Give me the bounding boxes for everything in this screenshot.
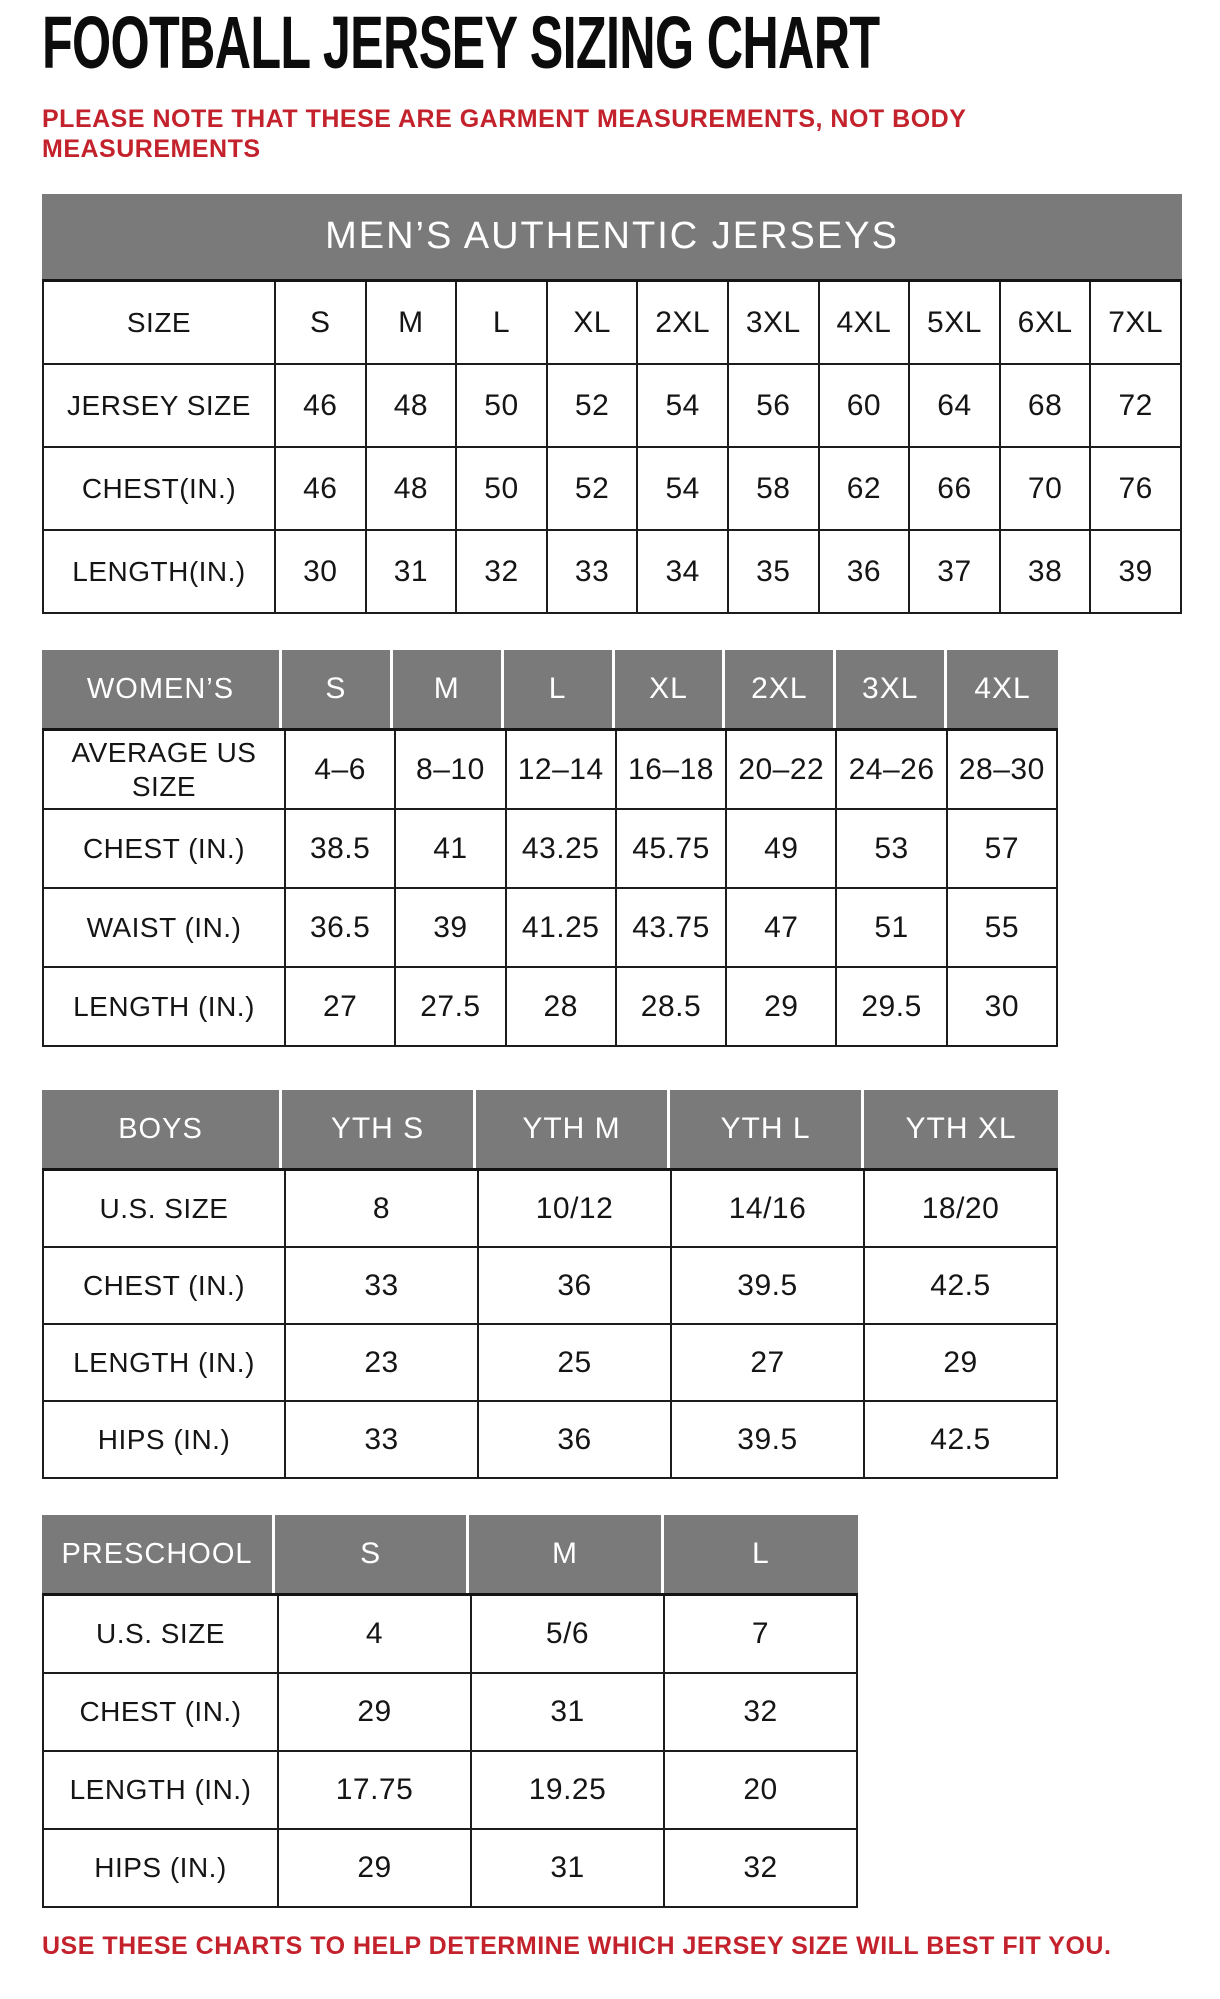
table-cell: 10/12 — [479, 1171, 670, 1246]
table-cell: 2XL — [638, 282, 727, 363]
note-line-1: PLEASE NOTE THAT THESE ARE GARMENT MEASUREMENTS, NOT BODY — [42, 105, 967, 133]
table-cell: 53 — [837, 810, 945, 887]
table-cell: 30 — [948, 968, 1056, 1045]
table-cell: 62 — [820, 448, 909, 529]
table-cell: 25 — [479, 1325, 670, 1400]
table-cell: 16–18 — [617, 731, 725, 808]
table-cell: 51 — [837, 889, 945, 966]
table-cell: 29 — [727, 968, 835, 1045]
row-label: LENGTH (IN.) — [44, 1752, 277, 1828]
table-cell: 33 — [286, 1248, 477, 1323]
table-cell: 36 — [479, 1248, 670, 1323]
table-cell: 29.5 — [837, 968, 945, 1045]
table-cell: 58 — [729, 448, 818, 529]
row-label: SIZE — [44, 282, 274, 363]
table-cell: 7 — [665, 1596, 856, 1672]
page-title — [42, 1, 1190, 84]
table-cell: 54 — [638, 365, 727, 446]
table-cell: 41 — [396, 810, 504, 887]
table-cell: 38 — [1001, 531, 1090, 612]
table-cell: 54 — [638, 448, 727, 529]
column-header: M — [393, 650, 504, 728]
table-cell: 47 — [727, 889, 835, 966]
table-cell: 42.5 — [865, 1402, 1056, 1477]
table-cell: 36 — [820, 531, 909, 612]
table-cell: 17.75 — [279, 1752, 470, 1828]
boys-jerseys-table — [42, 1090, 1190, 1479]
row-label: LENGTH(IN.) — [44, 531, 274, 612]
table-cell: 68 — [1001, 365, 1090, 446]
table-cell: 20–22 — [727, 731, 835, 808]
table-header-row — [42, 1515, 858, 1593]
table-cell: 43.75 — [617, 889, 725, 966]
garment-measurements-note — [42, 104, 1190, 164]
table-cell: 29 — [279, 1830, 470, 1906]
table-cell: 55 — [948, 889, 1056, 966]
row-label: HIPS (IN.) — [44, 1402, 284, 1477]
table-cell: 29 — [865, 1325, 1056, 1400]
table-cell: 4 — [279, 1596, 470, 1672]
table-cell: XL — [548, 282, 637, 363]
row-label: CHEST (IN.) — [44, 1248, 284, 1323]
table-cell: 39.5 — [672, 1402, 863, 1477]
table-cell: 8–10 — [396, 731, 504, 808]
table-cell: 28–30 — [948, 731, 1056, 808]
column-header: 2XL — [725, 650, 836, 728]
table-cell: 49 — [727, 810, 835, 887]
table-cell: M — [367, 282, 456, 363]
womens-jerseys-table — [42, 650, 1190, 1047]
table-cell: 32 — [665, 1830, 856, 1906]
row-label: WAIST (IN.) — [44, 889, 284, 966]
table-cell: 76 — [1091, 448, 1180, 529]
column-header: YTH XL — [864, 1090, 1058, 1168]
table-cell: 41.25 — [507, 889, 615, 966]
page-title-text: FOOTBALL JERSEY SIZING CHART — [42, 1, 880, 84]
table-cell: 36.5 — [286, 889, 394, 966]
table-body — [42, 1593, 858, 1908]
table-cell: 45.75 — [617, 810, 725, 887]
mens-authentic-jerseys-table — [42, 194, 1190, 614]
table-cell: L — [457, 282, 546, 363]
table-cell: 31 — [472, 1674, 663, 1750]
table-cell: 7XL — [1091, 282, 1180, 363]
row-label: U.S. SIZE — [44, 1596, 277, 1672]
table-cell: 27 — [672, 1325, 863, 1400]
row-label: JERSEY SIZE — [44, 365, 274, 446]
table-cell: 57 — [948, 810, 1056, 887]
table-cell: 38.5 — [286, 810, 394, 887]
row-label: CHEST (IN.) — [44, 1674, 277, 1750]
table-cell: 5XL — [910, 282, 999, 363]
table-cell: 39.5 — [672, 1248, 863, 1323]
table-cell: 20 — [665, 1752, 856, 1828]
table-body — [42, 728, 1058, 1047]
table-cell: 50 — [457, 448, 546, 529]
table-cell: 33 — [286, 1402, 477, 1477]
table-cell: 8 — [286, 1171, 477, 1246]
note-line-2: MEASUREMENTS — [42, 135, 261, 163]
table-cell: 32 — [665, 1674, 856, 1750]
table-cell: 46 — [276, 365, 365, 446]
table-cell: 39 — [396, 889, 504, 966]
table-cell: 56 — [729, 365, 818, 446]
column-header: L — [504, 650, 615, 728]
table-header-row — [42, 1090, 1058, 1168]
table-cell: 14/16 — [672, 1171, 863, 1246]
table-banner: MEN’S AUTHENTIC JERSEYS — [42, 194, 1182, 279]
row-label: AVERAGE US SIZE — [44, 731, 284, 808]
table-cell: 70 — [1001, 448, 1090, 529]
table-cell: 3XL — [729, 282, 818, 363]
table-cell: 23 — [286, 1325, 477, 1400]
column-header: S — [275, 1515, 469, 1593]
row-label: CHEST(IN.) — [44, 448, 274, 529]
column-header: 4XL — [947, 650, 1058, 728]
table-cell: 46 — [276, 448, 365, 529]
column-header: YTH S — [282, 1090, 476, 1168]
table-cell: 27.5 — [396, 968, 504, 1045]
table-cell: 28.5 — [617, 968, 725, 1045]
table-cell: 12–14 — [507, 731, 615, 808]
table-cell: 42.5 — [865, 1248, 1056, 1323]
table-cell: 28 — [507, 968, 615, 1045]
table-cell: 66 — [910, 448, 999, 529]
row-label: LENGTH (IN.) — [44, 1325, 284, 1400]
column-header: S — [282, 650, 393, 728]
table-cell: 48 — [367, 448, 456, 529]
table-cell: 50 — [457, 365, 546, 446]
table-header-row — [42, 650, 1058, 728]
row-label: CHEST (IN.) — [44, 810, 284, 887]
table-cell: 52 — [548, 365, 637, 446]
table-cell: 33 — [548, 531, 637, 612]
table-cell: 19.25 — [472, 1752, 663, 1828]
table-cell: 27 — [286, 968, 394, 1045]
table-cell: 35 — [729, 531, 818, 612]
table-cell: 39 — [1091, 531, 1180, 612]
table-cell: 43.25 — [507, 810, 615, 887]
row-label: HIPS (IN.) — [44, 1830, 277, 1906]
table-cell: 6XL — [1001, 282, 1090, 363]
column-header: WOMEN’S — [42, 650, 282, 728]
table-body — [42, 279, 1182, 614]
footer-note: USE THESE CHARTS TO HELP DETERMINE WHICH JERSEY SIZE WILL BEST FIT YOU. — [42, 1932, 1112, 1960]
table-cell: 31 — [472, 1830, 663, 1906]
column-header: 3XL — [836, 650, 947, 728]
column-header: PRESCHOOL — [42, 1515, 275, 1593]
table-cell: 60 — [820, 365, 909, 446]
table-cell: 48 — [367, 365, 456, 446]
column-header: YTH L — [670, 1090, 864, 1168]
column-header: XL — [615, 650, 726, 728]
table-cell: S — [276, 282, 365, 363]
table-cell: 72 — [1091, 365, 1180, 446]
column-header: L — [664, 1515, 858, 1593]
table-cell: 24–26 — [837, 731, 945, 808]
table-body — [42, 1168, 1058, 1479]
table-cell: 36 — [479, 1402, 670, 1477]
table-cell: 5/6 — [472, 1596, 663, 1672]
column-header: BOYS — [42, 1090, 282, 1168]
column-header: YTH M — [476, 1090, 670, 1168]
table-cell: 52 — [548, 448, 637, 529]
table-cell: 30 — [276, 531, 365, 612]
table-cell: 18/20 — [865, 1171, 1056, 1246]
table-cell: 64 — [910, 365, 999, 446]
table-cell: 31 — [367, 531, 456, 612]
table-cell: 32 — [457, 531, 546, 612]
table-cell: 29 — [279, 1674, 470, 1750]
table-cell: 4XL — [820, 282, 909, 363]
preschool-jerseys-table — [42, 1515, 1190, 1908]
table-cell: 37 — [910, 531, 999, 612]
table-cell: 34 — [638, 531, 727, 612]
column-header: M — [469, 1515, 663, 1593]
row-label: U.S. SIZE — [44, 1171, 284, 1246]
table-cell: 4–6 — [286, 731, 394, 808]
row-label: LENGTH (IN.) — [44, 968, 284, 1045]
